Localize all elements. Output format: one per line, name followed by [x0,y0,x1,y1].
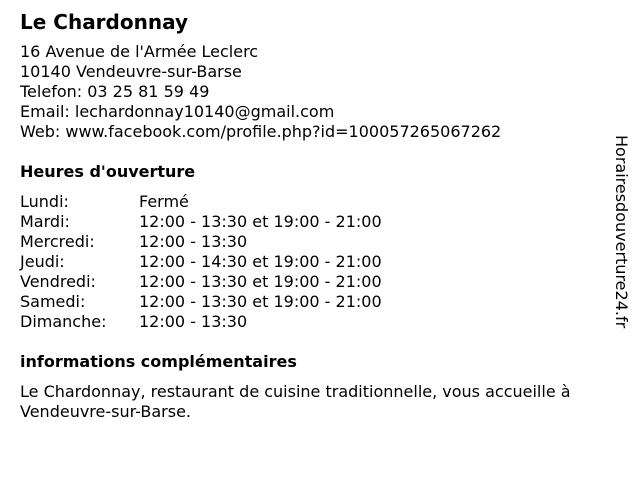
address-city: 10140 Vendeuvre-sur-Barse [20,62,242,81]
hours-time: 12:00 - 14:30 et 19:00 - 21:00 [139,252,382,271]
hours-time: 12:00 - 13:30 [139,312,248,331]
phone-number[interactable]: Telefon: 03 25 81 59 49 [20,82,210,101]
business-listing [20,10,620,422]
hours-day: Jeudi: [20,252,65,271]
hours-time: Fermé [139,192,189,211]
hours-day: Mardi: [20,212,70,231]
hours-day: Dimanche: [20,312,107,331]
hours-day: Vendredi: [20,272,96,291]
site-watermark: Horairesdouverture24.fr [612,135,631,329]
hours-row-saturday [20,292,620,312]
hours-day: Samedi: [20,292,86,311]
contact-block [20,42,620,142]
hours-row-wednesday [20,232,620,252]
hours-time: 12:00 - 13:30 [139,232,248,251]
additional-info-text: Le Chardonnay, restaurant de cuisine traditionnelle, vous accueille à Vendeuvre-sur-Barse. [20,382,571,421]
hours-day: Mercredi: [20,232,95,251]
page-title: Le Chardonnay [20,10,188,34]
hours-row-tuesday [20,212,620,232]
email-address[interactable]: Email: lechardonnay10140@gmail.com [20,102,335,121]
additional-info-heading: informations complémentaires [20,352,297,371]
hours-day: Lundi: [20,192,69,211]
address-street: 16 Avenue de l'Armée Leclerc [20,42,259,61]
hours-time: 12:00 - 13:30 et 19:00 - 21:00 [139,272,382,291]
hours-row-friday [20,272,620,292]
hours-time: 12:00 - 13:30 et 19:00 - 21:00 [139,292,382,311]
hours-row-sunday [20,312,620,332]
hours-row-thursday [20,252,620,272]
opening-hours-heading: Heures d'ouverture [20,162,196,181]
hours-time: 12:00 - 13:30 et 19:00 - 21:00 [139,212,382,231]
website-link[interactable]: Web: www.facebook.com/profile.php?id=100057265067262 [20,122,502,141]
opening-hours-table [20,192,620,332]
hours-row-monday [20,192,620,212]
